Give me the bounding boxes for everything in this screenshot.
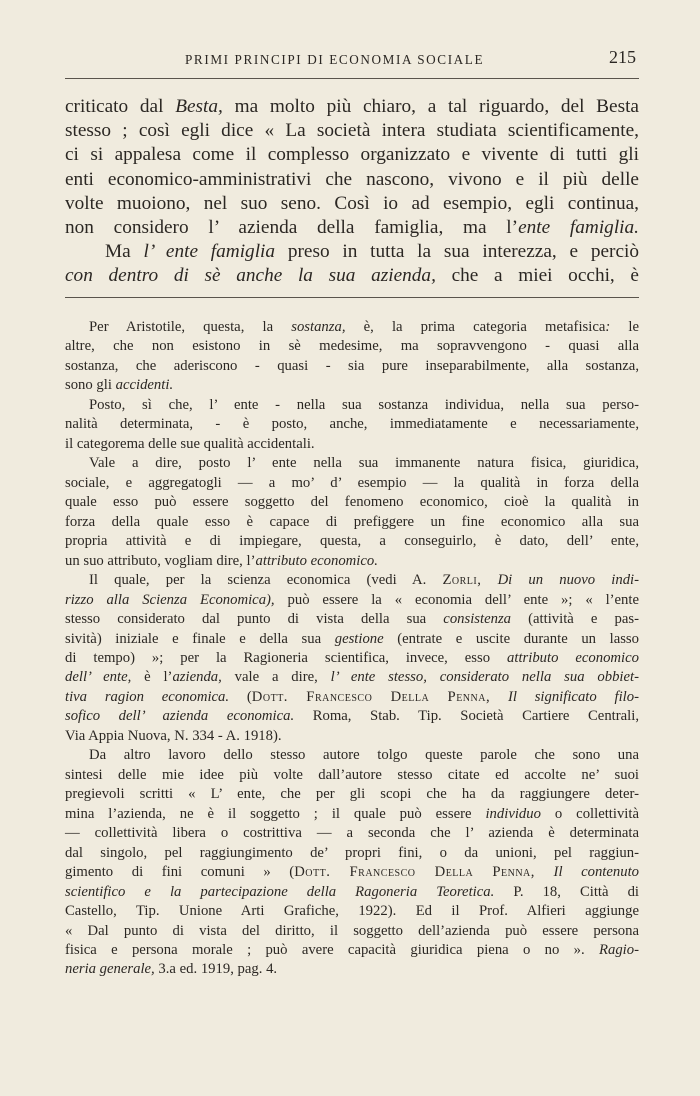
footnote-line: sività) iniziale e finale e della sua gestione (entrate e uscite durante un lasso xyxy=(65,630,639,647)
footnote-line: un suo attributo, vogliam dire, l’attributo economico. xyxy=(65,552,378,569)
footnote-line: rizzo alla Scienza Economica), può essere la « economia dell’ ente »; « l’ente xyxy=(65,591,640,608)
footnote-line: sono gli accidenti. xyxy=(65,377,174,394)
text-line: ci si appalesa come il complesso organizzato e vivente di tutti gli xyxy=(65,144,639,166)
footnote-line: nalità determinata, - è posto, anche, immediatamente e necessariamente, xyxy=(65,416,639,433)
footnote-line: neria generale, 3.a ed. 1919, pag. 4. xyxy=(65,961,278,978)
text-line: volte muoiono, nel suo seno. Così io ad esempio, egli continua, xyxy=(65,192,639,214)
page-header xyxy=(65,44,639,79)
footnote-line: Via Appia Nuova, N. 334 - A. 1918). xyxy=(65,727,282,744)
footnote-line: fisica e persona morale ; può avere capacità giuridica piena o no ». Ragio- xyxy=(65,942,639,958)
footnote-line: altre, che non esistono in sè medesime, ma sopravvengono - quasi alla xyxy=(65,338,639,355)
footnote-line: sintesi delle mie idee più volte dall’autore stesso citate ed accolte ne’ suoi xyxy=(65,766,639,783)
footnotes xyxy=(65,318,639,980)
footnote-line: di tempo) »; per la Ragioneria scientifica, invece, esso attributo economico xyxy=(65,649,639,666)
footnote-line: « Dal punto di vista del diritto, il soggetto dell’azienda può essere persona xyxy=(65,922,639,939)
footnote-line: Per Aristotile, questa, la sostanza, è, la prima categoria metafisica: le xyxy=(89,319,640,335)
footnote-line: il categorema delle sue qualità accidentali. xyxy=(65,435,315,452)
footnote-line: mina l’azienda, ne è il soggetto ; il quale può essere individuo o collettività xyxy=(65,805,639,822)
footnote-line: quale esso può essere soggetto del fenomeno economico, cioè la qualità in xyxy=(65,494,639,511)
running-title: PRIMI PRINCIPI DI ECONOMIA SOCIALE xyxy=(185,52,485,67)
footnote-line: scientifico e la partecipazione della Ragoneria Teoretica. P. 18, Città di xyxy=(65,883,639,900)
footnote-line: Il quale, per la scienza economica (vedi A. Zorli, Di un nuovo indi- xyxy=(89,572,640,589)
footnote-line: sostanza, che aderiscono - quasi - sia pure inseparabilmente, alla sostanza, xyxy=(65,357,639,374)
footnote-line: Vale a dire, posto l’ ente nella sua immanente natura fisica, giuridica, xyxy=(89,455,639,472)
text-line: enti economico-amministrativi che nascono, vivono e il più delle xyxy=(65,168,639,190)
footnote-line: forza della quale esso è capace di prefiggere un fine economico alla sua xyxy=(65,513,639,530)
footnote-line: sofico dell’ azienda economica. Roma, Stab. Tip. Società Cartiere Centrali, xyxy=(65,708,639,725)
footnote-line: Da altro lavoro dello stesso autore tolgo queste parole che sono una xyxy=(89,747,639,764)
text-line: criticato dal Besta, ma molto più chiaro, a tal riguardo, del Besta xyxy=(65,96,639,117)
footnote-line: Castello, Tip. Unione Arti Grafiche, 1922). Ed il Prof. Alfieri aggiunge xyxy=(65,903,639,920)
footnote-line: stesso considerato dal punto di vista della sua consistenza (attività e pas- xyxy=(65,611,639,628)
footnote-line: propria attività e di impiegare, questa, a conseguirlo, è dato, dell’ ente, xyxy=(65,533,639,550)
footnote-line: dal singolo, pel raggiungimento de’ propri fini, o da unioni, pel raggiun- xyxy=(65,844,639,861)
footnote-line: dell’ ente, è l’azienda, vale a dire, l’ ente stesso, considerato nella sua obbiet- xyxy=(65,669,639,686)
text-line: con dentro di sè anche la sua azienda, che a miei occhi, è xyxy=(65,265,639,287)
footnote-line: pregievoli scritti « L’ ente, che per gli scopi che ha da raggiungere deter- xyxy=(65,786,639,803)
text-line: stesso ; così egli dice « La società intera studiata scientificamente, xyxy=(65,120,639,142)
footnote-line: — collettività libera o costrittiva — a seconda che l’ azienda è determinata xyxy=(65,825,639,842)
footnote-separator xyxy=(65,297,639,298)
footnote-line: gimento di fini comuni » (Dott. Francesco Della Penna, Il contenuto xyxy=(65,864,640,881)
page-number: 215 xyxy=(609,47,636,67)
text-line: non considero l’ azienda della famiglia, ma l’ente famiglia. xyxy=(65,216,639,238)
text-line: Ma l’ ente famiglia preso in tutta la sua interezza, e perciò xyxy=(105,241,640,263)
footnote-line: tiva ragion economica. (Dott. Francesco Della Penna, Il significato filo- xyxy=(65,688,639,705)
footnote-line: Posto, sì che, l’ ente - nella sua sostanza individua, nella sua perso- xyxy=(89,396,639,413)
main-text xyxy=(65,95,639,289)
footnote-line: sociale, e aggregatogli — a mo’ d’ esempio — la qualità in forza della xyxy=(65,474,639,491)
